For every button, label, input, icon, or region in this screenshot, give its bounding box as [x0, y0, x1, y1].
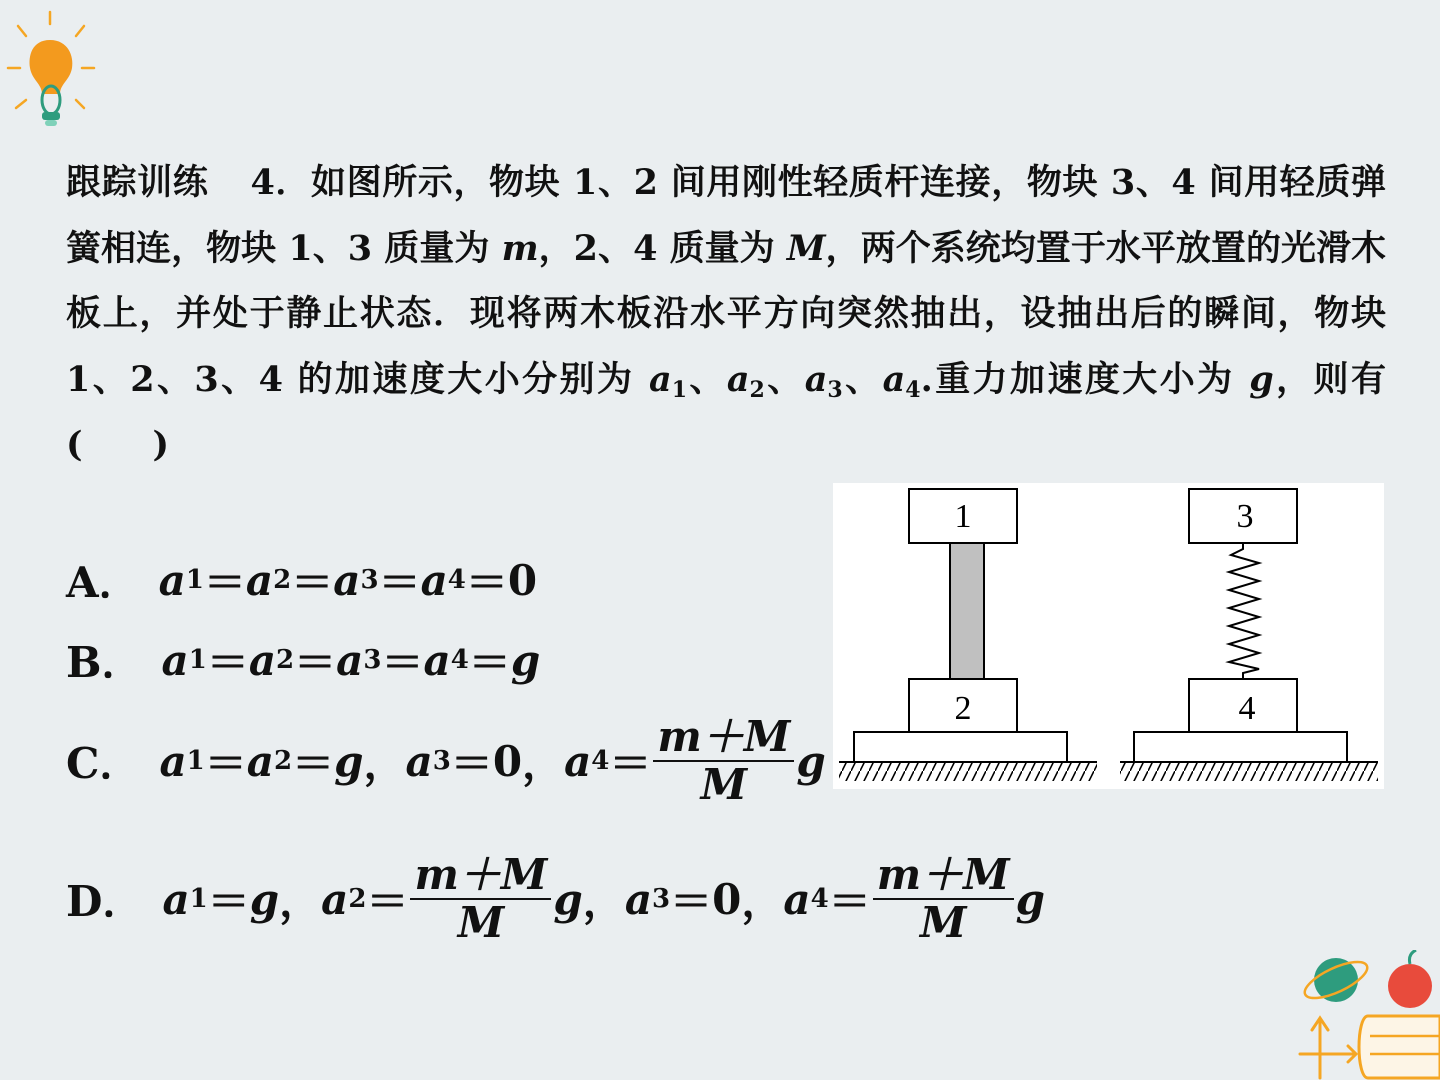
ground-hatch-left: [839, 763, 1097, 781]
board-left: [854, 732, 1067, 762]
block-1-label: 1: [954, 498, 972, 535]
block-3-label: 3: [1236, 498, 1254, 535]
block-2-label: 2: [954, 690, 972, 727]
question-label: 跟踪训练: [66, 162, 209, 203]
option-d[interactable]: D． a 1 ＝ g ， a 2 ＝ $\frac{m+M}{M}$ g ， a 3 ＝ 0 ， a 4 ＝ $\frac{m+M}{M}$ g: [66, 850, 1046, 947]
blocks-diagram: [833, 483, 1384, 789]
question-number: 4．: [250, 162, 312, 203]
fraction: $\frac{m+M}{M}$: [653, 714, 794, 808]
spring: [1229, 543, 1259, 679]
option-c[interactable]: C． a 1 ＝ a 2 ＝ g ， a 3 ＝ 0 ， a 4 ＝ $\frac{m+M}{M}$ g: [66, 712, 826, 809]
diagram-svg: [833, 483, 1384, 789]
book-apple-decoration: [1260, 950, 1440, 1080]
question-text: 跟踪训练 4．如图所示，物块 1、2 间用刚性轻质杆连接，物块 3、4 间用轻质弹簧相连，物块 1、3 质量为 m，2、4 质量为 M，两个系统均置于水平放置的光滑木板上，并处于静止状态．现将两木板沿水平方向突然抽出，设抽出后的瞬间，物块 1、2、3、4 的加速度大小分别为 $a_1$、$a_2$、$a_3$、$a_4$.重力加速度大小为 g，则有( ): [66, 162, 1387, 465]
rigid-rod: [950, 543, 984, 679]
option-b[interactable]: B． a 1 ＝ a 2 ＝ a 3 ＝ a 4 ＝ g: [66, 635, 541, 687]
board-right: [1134, 732, 1347, 762]
fraction: $\frac{m+M}{M}$: [873, 852, 1014, 946]
option-a[interactable]: A． a 1 ＝ a 2 ＝ a 3 ＝ a 4 ＝ 0: [66, 555, 538, 607]
ground-hatch-right: [1120, 763, 1378, 781]
fraction: $\frac{m+M}{M}$: [410, 852, 551, 946]
light-bulb-icon: [4, 4, 104, 134]
block-4-label: 4: [1238, 690, 1256, 727]
